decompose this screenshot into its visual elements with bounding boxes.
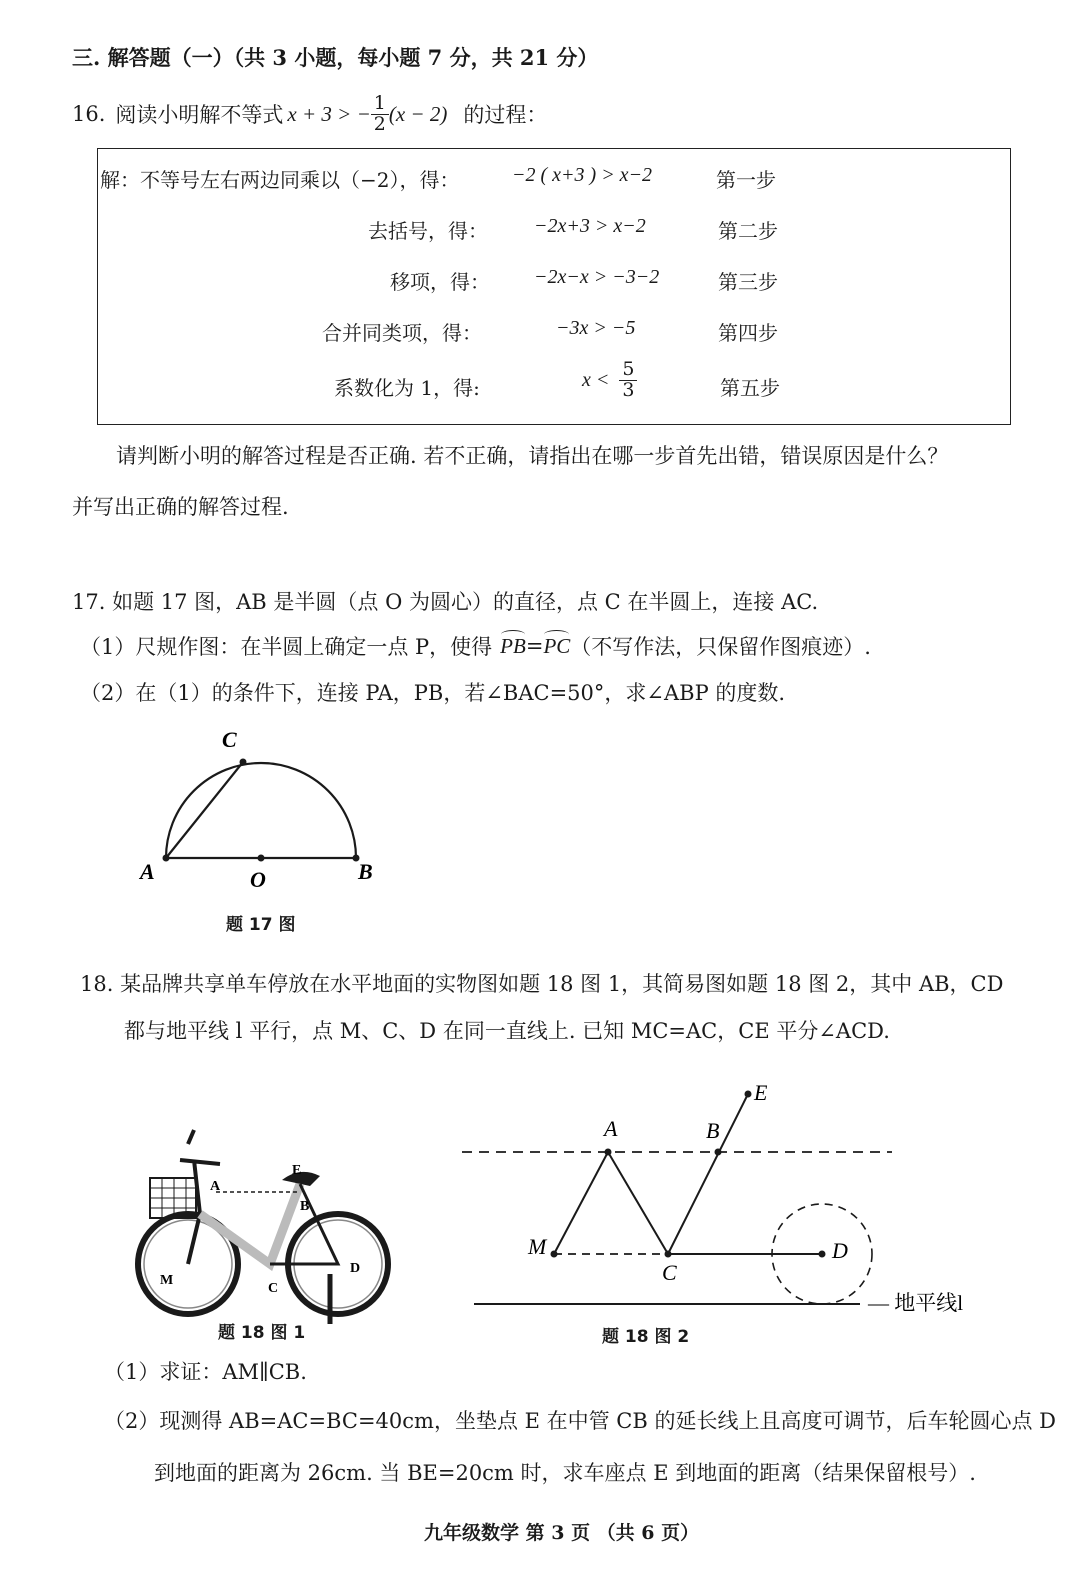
fig2-label-c: C	[662, 1260, 677, 1285]
q17-part1-post: （不写作法，只保留作图痕迹）.	[570, 635, 871, 659]
q16-ineq-left: x + 3 > −	[287, 101, 371, 126]
q16-question-line1: 请判断小明的解答过程是否正确. 若不正确，请指出在哪一步首先出错，错误原因是什么？	[116, 444, 949, 468]
point-o	[258, 855, 265, 862]
chord-ac	[166, 762, 243, 858]
q17-part1-pre: （1）尺规作图：在半圆上确定一点 P，使得	[80, 635, 493, 659]
q16-prompt-post: 的过程：	[463, 103, 548, 128]
q16-number: 16.	[72, 102, 106, 127]
line-ma	[554, 1152, 608, 1254]
step-1-expr: −2 ( x+3 ) > x−2	[512, 164, 653, 186]
step-3-label: 第三步	[718, 270, 778, 294]
bike-label-a: A	[210, 1179, 221, 1194]
step-5-label: 第五步	[720, 376, 780, 400]
label-c: C	[222, 727, 237, 752]
figure-17-caption: 题 17 图	[226, 915, 296, 935]
q16-fraction	[371, 94, 389, 135]
figure-17	[120, 722, 420, 942]
point-a	[605, 1149, 612, 1156]
step-5-desc: 系数化为 1，得:	[334, 376, 480, 400]
q16-question-line2: 并写出正确的解答过程.	[72, 495, 289, 519]
figure-18-1-bicycle	[120, 1124, 400, 1334]
step-1-desc: 解：不等号左右两边同乘以（−2），得：	[100, 168, 460, 192]
point-m	[551, 1251, 558, 1258]
q18-part1: （1）求证：AM∥CB.	[104, 1360, 307, 1384]
page-footer: 九年级数学 第 3 页 （共 6 页）	[424, 1522, 700, 1544]
step-3-desc: 移项，得：	[390, 270, 490, 294]
fig2-label-m: M	[528, 1234, 547, 1259]
arc-pb: PB	[500, 633, 526, 658]
fig2-ground-label: — 地平线l	[868, 1291, 964, 1315]
label-o: O	[250, 867, 266, 892]
fig2-label-a: A	[604, 1116, 618, 1141]
q18-intro-line2: 都与地平线 l 平行，点 M、C、D 在同一直线上. 已知 MC=AC，CE 平分∠ACD.	[124, 1019, 890, 1043]
bike-label-c: C	[268, 1281, 279, 1296]
q18-part2-line1: （2）现测得 AB=AC=BC=40cm，坐垫点 E 在中管 CB 的延长线上且高度可调节，后车轮圆心点 D	[104, 1409, 1056, 1433]
bike-label-e: E	[292, 1163, 302, 1178]
q17-intro: 17. 如题 17 图，AB 是半圆（点 O 为圆心）的直径，点 C 在半圆上，连接 AC.	[72, 590, 819, 614]
line-ac	[608, 1152, 668, 1254]
section-heading: 三. 解答题（一）（共 3 小题，每小题 7 分，共 21 分）	[72, 45, 599, 70]
q16-prompt	[72, 94, 547, 135]
step-4-label: 第四步	[718, 321, 778, 345]
label-b: B	[358, 859, 373, 884]
figure-18-1-caption: 题 18 图 1	[218, 1323, 306, 1343]
bike-label-b: B	[300, 1199, 310, 1214]
point-a	[163, 855, 170, 862]
step-5-expr-lhs: x <	[582, 368, 610, 391]
q17-part2: （2）在（1）的条件下，连接 PA，PB，若∠BAC=50°，求∠ABP 的度数.	[80, 681, 786, 705]
semicircle-arc	[166, 763, 356, 858]
step-2-label: 第二步	[718, 219, 778, 243]
q17-part1	[80, 631, 871, 661]
q16-prompt-pre: 阅读小明解不等式	[115, 103, 284, 128]
step-2-expr: −2x+3 > x−2	[534, 215, 646, 237]
bike-label-d: D	[350, 1261, 361, 1276]
step-5-frac-num: 5	[619, 360, 637, 381]
bicycle-frame	[200, 1184, 300, 1264]
fig2-label-e: E	[754, 1080, 768, 1105]
step-4-desc: 合并同类项，得：	[322, 321, 482, 345]
point-c	[665, 1251, 672, 1258]
arc-eq: =	[525, 634, 544, 658]
step-5-fraction	[619, 360, 637, 401]
bike-label-m: M	[160, 1273, 174, 1288]
point-c	[240, 759, 247, 766]
q16-ineq-right: (x − 2)	[388, 101, 448, 126]
point-e	[745, 1091, 752, 1098]
step-4-expr: −3x > −5	[556, 317, 636, 339]
figure-18-2-caption: 题 18 图 2	[602, 1327, 690, 1347]
q16-frac-den: 2	[373, 112, 386, 135]
figure-18-2-schematic	[460, 1076, 1020, 1356]
q18-part2-line2: 到地面的距离为 26cm. 当 BE=20cm 时，求车座点 E 到地面的距离（结果保留根号）.	[154, 1461, 976, 1485]
fig2-label-d: D	[832, 1238, 848, 1263]
q18-intro-line1: 18. 某品牌共享单车停放在水平地面的实物图如题 18 图 1，其简易图如题 18 图 2，其中 AB，CD	[80, 972, 1004, 996]
fig2-label-b: B	[706, 1118, 720, 1143]
point-d	[819, 1251, 826, 1258]
label-a: A	[140, 859, 155, 884]
step-1-label: 第一步	[716, 168, 776, 192]
step-5-frac-den: 3	[622, 378, 635, 401]
step-3-expr: −2x−x > −3−2	[534, 266, 660, 288]
point-b	[715, 1149, 722, 1156]
step-5-expr	[582, 360, 637, 401]
arc-pc: PC	[543, 633, 571, 658]
step-2-desc: 去括号，得：	[368, 219, 488, 243]
q16-frac-num: 1	[371, 94, 389, 115]
